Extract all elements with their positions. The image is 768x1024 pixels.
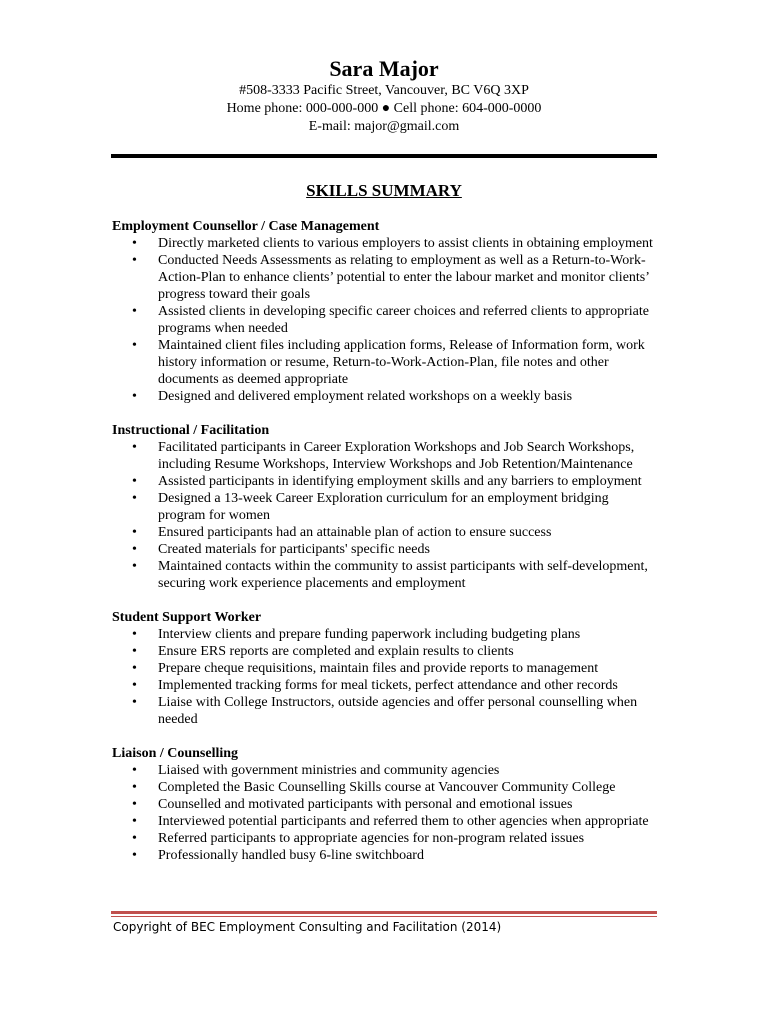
bullet-icon: •	[132, 304, 137, 319]
bullet-icon: •	[132, 525, 137, 540]
list-item-text: Interviewed potential participants and referred them to other agencies when appropriate	[158, 814, 649, 829]
bullet-icon: •	[132, 814, 137, 829]
skill-list	[112, 626, 657, 728]
list-item	[112, 439, 657, 473]
list-item-text: Professionally handled busy 6-line switchboard	[158, 848, 424, 863]
list-item	[112, 490, 657, 524]
list-item	[112, 337, 657, 388]
address-line: #508-3333 Pacific Street, Vancouver, BC V6Q 3XP	[239, 83, 529, 98]
list-item	[112, 813, 657, 830]
section-title: SKILLS SUMMARY	[306, 181, 462, 200]
skill-list	[112, 439, 657, 592]
list-item-text: Prepare cheque requisitions, maintain files and provide reports to management	[158, 661, 599, 676]
list-item-text: Implemented tracking forms for meal tickets, perfect attendance and other records	[158, 678, 618, 693]
list-item	[112, 779, 657, 796]
footer-divider-thin	[111, 916, 657, 917]
list-item	[112, 796, 657, 813]
header-divider	[111, 154, 657, 158]
footer-copyright: Copyright of BEC Employment Consulting and Facilitation (2014)	[113, 920, 502, 934]
skill-group-title: Instructional / Facilitation	[112, 423, 270, 438]
bullet-icon: •	[132, 253, 137, 268]
skill-group	[112, 745, 657, 864]
list-item-text: Conducted Needs Assessments as relating to employment as well as a Return-to-Work-Action-Plan to enhance clients’ potential to enter the labour market and monitor clients’ progress toward their goals	[158, 253, 649, 302]
resume-header	[0, 56, 768, 136]
bullet-icon: •	[132, 491, 137, 506]
list-item	[112, 660, 657, 677]
list-item-text: Counselled and motivated participants with personal and emotional issues	[158, 797, 573, 812]
list-item	[112, 694, 657, 728]
list-item-text: Liaised with government ministries and community agencies	[158, 763, 500, 778]
list-item-text: Designed a 13-week Career Exploration curriculum for an employment bridging program for women	[158, 491, 609, 523]
skill-group-title: Student Support Worker	[112, 610, 262, 625]
bullet-icon: •	[132, 831, 137, 846]
list-item-text: Assisted clients in developing specific career choices and referred clients to appropriate programs when needed	[158, 304, 649, 336]
list-item	[112, 252, 657, 303]
bullet-icon: •	[132, 236, 137, 251]
bullet-icon: •	[132, 440, 137, 455]
list-item-text: Referred participants to appropriate agencies for non-program related issues	[158, 831, 585, 846]
bullet-icon: •	[132, 797, 137, 812]
skill-group	[112, 218, 657, 405]
list-item	[112, 558, 657, 592]
applicant-name: Sara Major	[329, 56, 439, 81]
list-item-text: Interview clients and prepare funding paperwork including budgeting plans	[158, 627, 581, 642]
bullet-icon: •	[132, 627, 137, 642]
email-line: E-mail: major@gmail.com	[308, 119, 460, 134]
list-item-text: Designed and delivered employment related workshops on a weekly basis	[158, 389, 573, 404]
bullet-icon: •	[132, 780, 137, 795]
bullet-icon: •	[132, 848, 137, 863]
list-item	[112, 235, 657, 252]
bullet-icon: •	[132, 542, 137, 557]
list-item	[112, 762, 657, 779]
list-item-text: Liaise with College Instructors, outside agencies and offer personal counselling when needed	[158, 695, 638, 727]
list-item-text: Ensure ERS reports are completed and explain results to clients	[158, 644, 514, 659]
list-item	[112, 303, 657, 337]
skill-group	[112, 422, 657, 592]
skill-group-title: Liaison / Counselling	[112, 746, 239, 761]
list-item-text: Ensured participants had an attainable plan of action to ensure success	[158, 525, 552, 540]
list-item	[112, 388, 657, 405]
list-item	[112, 626, 657, 643]
bullet-icon: •	[132, 695, 137, 710]
footer-divider-thick	[111, 911, 657, 914]
skills-content	[112, 218, 657, 881]
bullet-icon: •	[132, 678, 137, 693]
skill-group-title: Employment Counsellor / Case Management	[112, 219, 380, 234]
list-item	[112, 473, 657, 490]
list-item	[112, 830, 657, 847]
list-item	[112, 643, 657, 660]
skill-list	[112, 762, 657, 864]
list-item-text: Facilitated participants in Career Exploration Workshops and Job Search Workshops, including Resume Workshops, Interview Workshops and Job Retention/Maintenance	[158, 440, 635, 472]
bullet-icon: •	[132, 389, 137, 404]
skill-group	[112, 609, 657, 728]
list-item-text: Completed the Basic Counselling Skills course at Vancouver Community College	[158, 780, 616, 795]
bullet-icon: •	[132, 644, 137, 659]
list-item	[112, 677, 657, 694]
bullet-icon: •	[132, 661, 137, 676]
bullet-icon: •	[132, 474, 137, 489]
list-item	[112, 541, 657, 558]
list-item-text: Assisted participants in identifying employment skills and any barriers to employment	[158, 474, 642, 489]
list-item-text: Created materials for participants' specific needs	[158, 542, 430, 557]
list-item	[112, 847, 657, 864]
skill-list	[112, 235, 657, 405]
list-item	[112, 524, 657, 541]
phone-line: Home phone: 000-000-000 ● Cell phone: 604-000-0000	[226, 101, 542, 116]
list-item-text: Directly marketed clients to various employers to assist clients in obtaining employment	[158, 236, 653, 251]
bullet-icon: •	[132, 559, 137, 574]
list-item-text: Maintained client files including application forms, Release of Information form, work history information or resume, Return-to-Work-Action-Plan, file notes and other documents as deemed appropriate	[158, 338, 645, 387]
bullet-icon: •	[132, 763, 137, 778]
list-item-text: Maintained contacts within the community to assist participants with self-development, securing work experience placements and employment	[158, 559, 648, 591]
bullet-icon: •	[132, 338, 137, 353]
